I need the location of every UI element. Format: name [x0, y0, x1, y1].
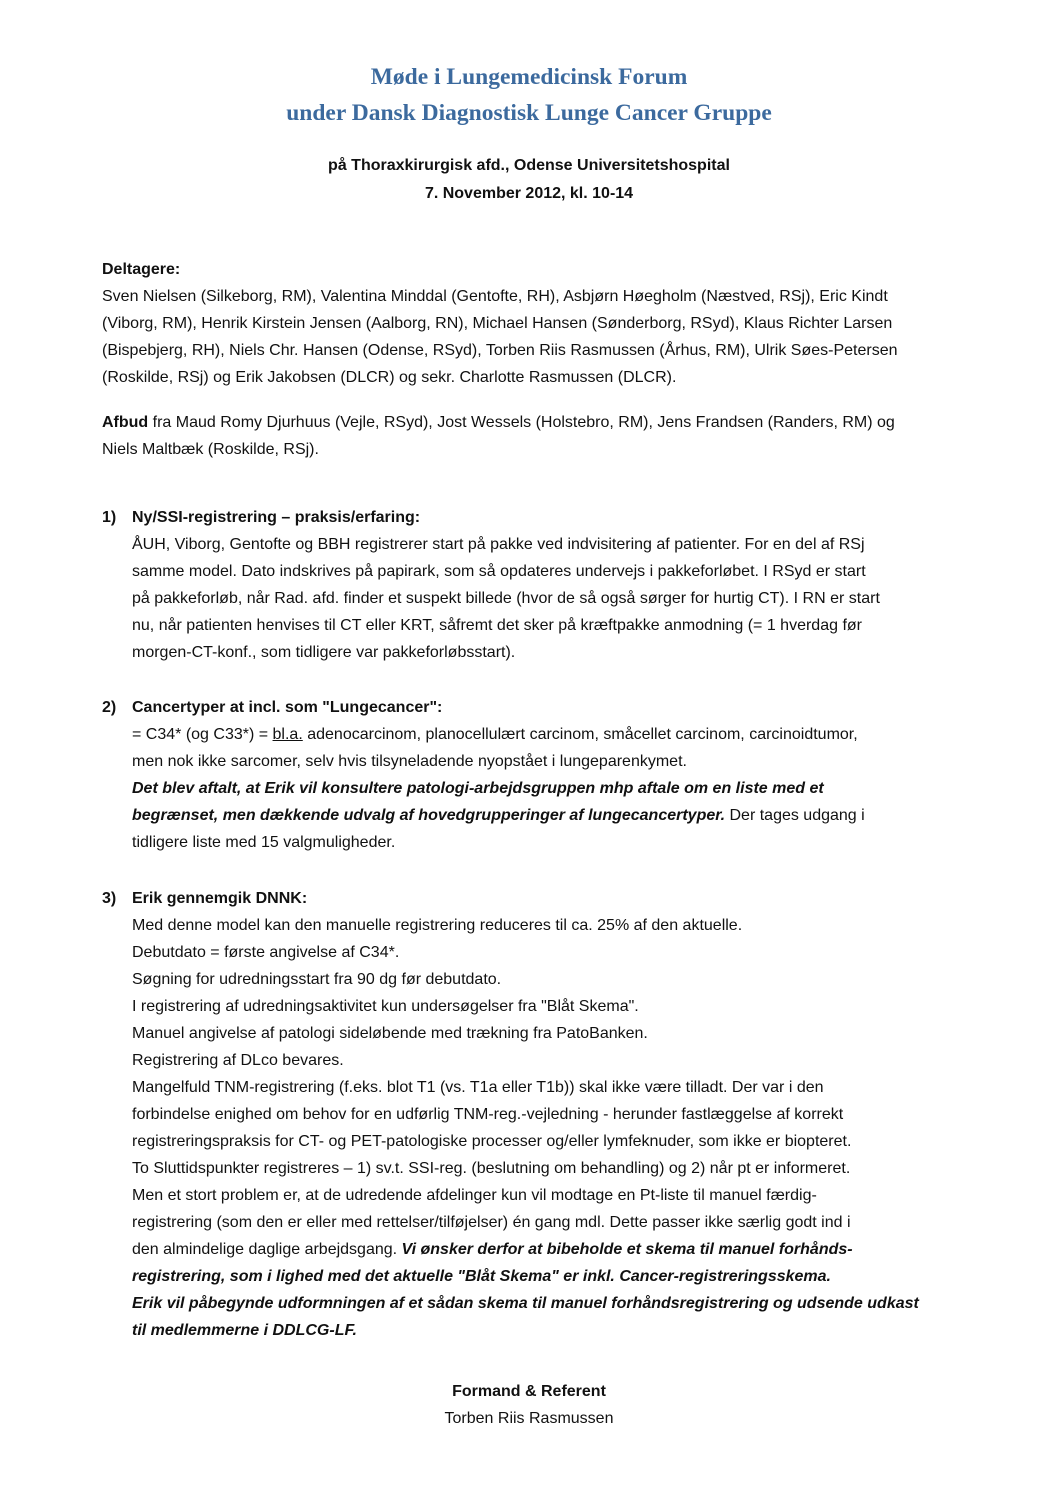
item-text-line	[132, 1236, 982, 1263]
item-text-line: Søgning for udredningsstart fra 90 dg før debutdato.	[132, 971, 502, 988]
signature-role: Formand & Referent	[452, 1383, 606, 1400]
participants-line: Sven Nielsen (Silkeborg, RM), Valentina Minddal (Gentofte, RH), Asbjørn Høegholm (Næstved, RSj), Eric Kindt	[102, 288, 888, 305]
item-text-line	[132, 721, 982, 748]
item-text-line: Med denne model kan den manuelle registrering reduceres til ca. 25% af den aktuelle.	[132, 917, 743, 934]
item-decision-line: Erik vil påbegynde udformningen af et sådan skema til manuel forhåndsregistrering og udsende udkast	[132, 1295, 919, 1312]
meeting-location: på Thoraxkirurgisk afd., Odense Universitetshospital	[328, 157, 730, 174]
absent-label: Afbud	[102, 414, 149, 431]
agenda-item-2	[132, 694, 982, 856]
agenda-item-3	[132, 885, 982, 1344]
item-heading: Cancertyper at incl. som "Lungecancer":	[132, 699, 443, 716]
document-title-line-2: under Dansk Diagnostisk Lunge Cancer Gruppe	[286, 100, 772, 126]
item-text-line: Registrering af DLco bevares.	[132, 1052, 344, 1069]
item-text-line: Mangelfuld TNM-registrering (f.eks. blot T1 (vs. T1a eller T1b)) skal ikke være tilladt. Der var i den	[132, 1079, 824, 1096]
absent-line-1: fra Maud Romy Djurhuus (Vejle, RSyd), Jost Wessels (Holstebro, RM), Jens Frandsen (Randers, RM) og	[148, 414, 895, 431]
document-title-line-1: Møde i Lungemedicinsk Forum	[370, 64, 688, 90]
participants-heading: Deltagere:	[102, 261, 181, 278]
absent-line-2: Niels Maltbæk (Roskilde, RSj).	[102, 441, 319, 458]
item-text-line: samme model. Dato indskrives på papirark, som så opdateres undervejs i pakkeforløbet. I RSyd er start	[132, 563, 866, 580]
underlined-text: bl.a.	[272, 726, 303, 743]
participants-line: (Viborg, RM), Henrik Kirstein Jensen (Aalborg, RN), Michael Hansen (Sønderborg, RSyd), Klaus Richter Larsen	[102, 315, 893, 332]
item-heading: Ny/SSI-registrering – praksis/erfaring:	[132, 509, 421, 526]
item-text-fragment: = C34* (og C33*) =	[132, 726, 273, 743]
item-number: 3)	[102, 890, 117, 907]
absent-section	[102, 409, 982, 463]
item-text-line	[132, 802, 982, 829]
item-decision-fragment: Vi ønsker derfor at bibeholde et skema til manuel forhånds-	[401, 1241, 853, 1258]
item-text-line: Men et stort problem er, at de udredende afdelinger kun vil modtage en Pt-liste til manuel færdig-	[132, 1187, 817, 1204]
item-number: 1)	[102, 509, 117, 526]
item-text-line: To Sluttidspunkter registreres – 1) sv.t. SSI-reg. (beslutning om behandling) og 2) når pt er informeret.	[132, 1160, 851, 1177]
agenda-item-1	[132, 504, 982, 666]
item-text-fragment: Der tages udgang i	[725, 807, 865, 824]
item-text-line: registrering (som den er eller med rettelser/tilføjelser) én gang mdl. Dette passer ikke særlig godt ind i	[132, 1214, 851, 1231]
participants-line: (Roskilde, RSj) og Erik Jakobsen (DLCR) og sekr. Charlotte Rasmussen (DLCR).	[102, 369, 677, 386]
item-decision-line: Det blev aftalt, at Erik vil konsultere patologi-arbejdsgruppen mhp aftale om en liste med et	[132, 780, 824, 797]
item-text-line: forbindelse enighed om behov for en udførlig TNM-reg.-vejledning - herunder fastlæggelse af korrekt	[132, 1106, 844, 1123]
signature-name: Torben Riis Rasmussen	[444, 1410, 614, 1427]
item-text-line: på pakkeforløb, når Rad. afd. finder et suspekt billede (hvor de så også sørger for hurtig CT). I RN er start	[132, 590, 880, 607]
item-text-line: Debutdato = første angivelse af C34*.	[132, 944, 400, 961]
item-text-line: morgen-CT-konf., som tidligere var pakkeforløbsstart).	[132, 644, 516, 661]
item-text-line: registreringspraksis for CT- og PET-patologiske processer og/eller lymfeknuder, som ikke er biopteret.	[132, 1133, 852, 1150]
item-decision-line: registrering, som i lighed med det aktuelle "Blåt Skema" er inkl. Cancer-registreringsskema.	[132, 1268, 831, 1285]
item-text-line: tidligere liste med 15 valgmuligheder.	[132, 834, 396, 851]
item-text-line: I registrering af udredningsaktivitet kun undersøgelser fra "Blåt Skema".	[132, 998, 639, 1015]
item-text-fragment: den almindelige daglige arbejdsgang.	[132, 1241, 402, 1258]
participants-list	[102, 283, 982, 391]
item-text-line: men nok ikke sarcomer, selv hvis tilsyneladende nyopstået i lungeparenkymet.	[132, 753, 687, 770]
item-text-fragment: adenocarcinom, planocellulært carcinom, småcellet carcinom, carcinoidtumor,	[302, 726, 858, 743]
item-heading: Erik gennemgik DNNK:	[132, 890, 308, 907]
meeting-date: 7. November 2012, kl. 10-14	[424, 185, 634, 202]
item-text-line: Manuel angivelse af patologi sideløbende med trækning fra PatoBanken.	[132, 1025, 648, 1042]
participants-line: (Bispebjerg, RH), Niels Chr. Hansen (Odense, RSyd), Torben Riis Rasmussen (Århus, RM), Ulrik Søes-Petersen	[102, 342, 898, 359]
item-text-line: nu, når patienten henvises til CT eller KRT, såfremt det sker på kræftpakke anmodning (= 1 hverdag før	[132, 617, 862, 634]
item-decision-fragment: begrænset, men dækkende udvalg af hovedgrupperinger af lungecancertyper.	[132, 807, 726, 824]
item-decision-line: til medlemmerne i DDLCG-LF.	[132, 1322, 357, 1339]
item-text-line: ÅUH, Viborg, Gentofte og BBH registrerer start på pakke ved indvisitering af patienter. For en del af RSj	[132, 536, 865, 553]
item-number: 2)	[102, 699, 117, 716]
